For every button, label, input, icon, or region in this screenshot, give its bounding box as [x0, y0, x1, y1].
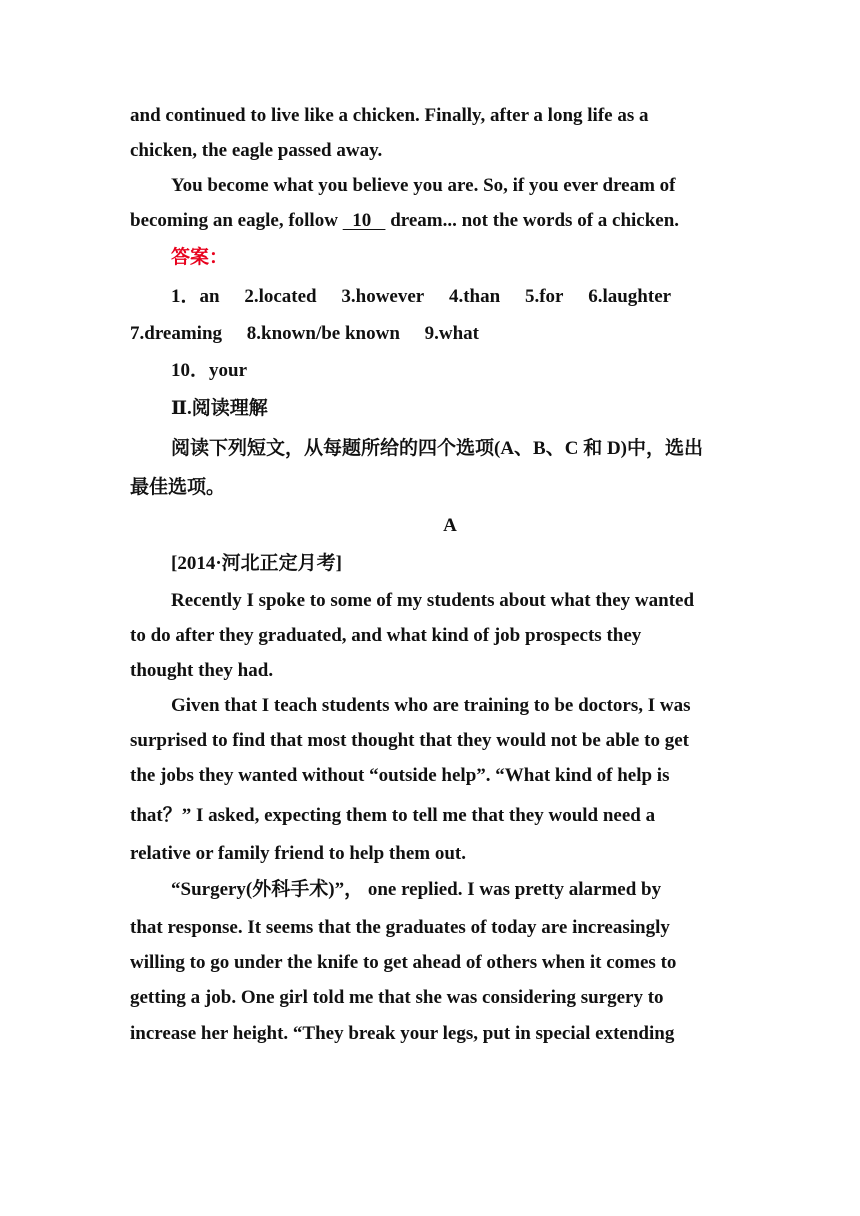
answer-label: 答案： — [171, 247, 229, 268]
passage-line: to do after they graduated, and what kind of job prospects they — [130, 625, 642, 646]
passage-end-line-2: chicken, the eagle passed away. — [130, 140, 383, 161]
passage-line: Given that I teach students who are training to be doctors, I was — [171, 695, 691, 716]
passage-letter: A — [443, 515, 457, 536]
passage-source: [2014·河北正定月考] — [171, 553, 342, 574]
answer-row-2 — [130, 322, 740, 346]
blank-10: 10 — [342, 210, 386, 231]
passage-line: Recently I spoke to some of my students about what they wanted — [171, 590, 695, 611]
passage-line: relative or family friend to help them out. — [130, 843, 466, 864]
line4-before-blank: becoming an eagle, follow — [130, 210, 343, 231]
answer-row-3: 10．your — [171, 360, 248, 381]
answer-9: 9.what — [424, 323, 480, 344]
passage-line: the jobs they wanted without “outside help”. “What kind of help is — [130, 765, 670, 786]
passage-line: that？” I asked, expecting them to tell me that they would need a — [130, 805, 656, 826]
instruction-line-2: 最佳选项。 — [130, 477, 226, 498]
answer-6: 6.laughter — [588, 286, 672, 307]
passage-line: getting a job. One girl told me that she was considering surgery to — [130, 987, 664, 1008]
passage-line: “Surgery(外科手术)”， one replied. I was pretty alarmed by — [171, 879, 662, 900]
passage-line: surprised to find that most thought that they would not be able to get — [130, 730, 689, 751]
answer-7: 7.dreaming — [130, 323, 223, 344]
answer-4: 4.than — [448, 286, 501, 307]
line4-after-blank: dream... not the words of a chicken. — [385, 210, 680, 231]
instruction-line-1: 阅读下列短文，从每题所给的四个选项(A、B、C 和 D)中，选出 — [171, 438, 703, 459]
passage-line: willing to go under the knife to get ahead of others when it comes to — [130, 952, 677, 973]
passage-line: thought they had. — [130, 660, 274, 681]
passage-line: increase her height. “They break your legs, put in special extending — [130, 1023, 675, 1044]
passage-end-line-4 — [130, 209, 740, 233]
answer-row-1 — [171, 285, 741, 309]
answer-2: 2.located — [244, 286, 317, 307]
answer-5: 5.for — [524, 286, 564, 307]
answer-1: 1．an — [171, 286, 220, 307]
section-heading: Ⅱ.阅读理解 — [171, 398, 268, 419]
answer-8: 8.known/be known — [246, 323, 400, 344]
answer-3: 3.however — [341, 286, 425, 307]
passage-line: that response. It seems that the graduates of today are increasingly — [130, 917, 670, 938]
passage-end-line-3: You become what you believe you are. So, if you ever dream of — [171, 175, 676, 196]
passage-end-line-1: and continued to live like a chicken. Finally, after a long life as a — [130, 105, 649, 126]
